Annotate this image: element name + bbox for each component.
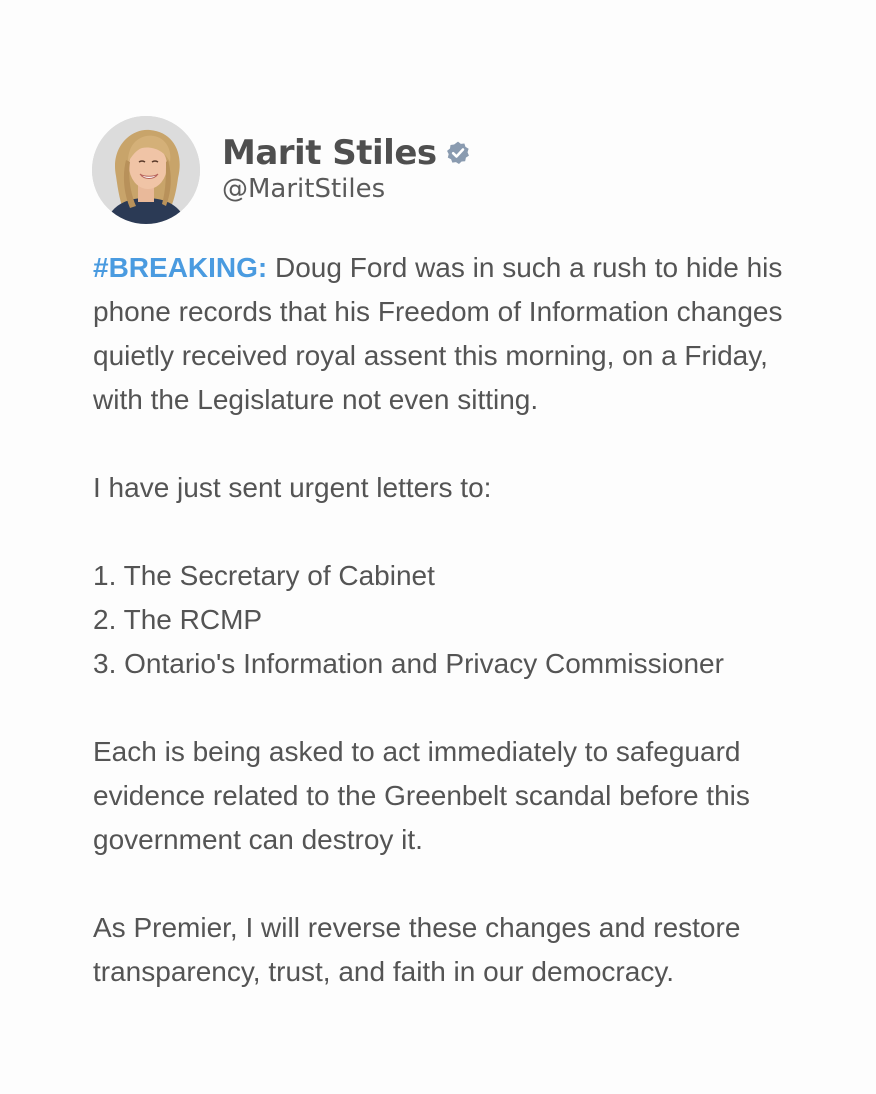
display-name[interactable]: Marit Stiles [222, 133, 437, 173]
avatar[interactable] [92, 116, 200, 224]
post-paragraph-3: Each is being asked to act immediately to safeguard evidence related to the Greenbelt scandal before this government can destroy it. [93, 736, 750, 855]
verified-badge-icon [445, 140, 471, 166]
hashtag-link[interactable]: #BREAKING: [93, 252, 268, 283]
post-body [93, 246, 813, 994]
list-item: 1. The Secretary of Cabinet [93, 560, 435, 591]
letters-list [93, 554, 813, 686]
list-item: 2. The RCMP [93, 604, 263, 635]
list-item: 3. Ontario's Information and Privacy Commissioner [93, 648, 724, 679]
post-paragraph-4: As Premier, I will reverse these changes and restore transparency, trust, and faith in our democracy. [93, 912, 741, 987]
profile-photo [92, 116, 200, 224]
post-paragraph-2: I have just sent urgent letters to: [93, 472, 492, 503]
post-paragraph-1 [93, 246, 813, 422]
paragraph-1-text: Doug Ford was in such a rush to hide his phone records that his Freedom of Information changes quietly received royal assent this morning, on a Friday, with the Legislature not even sitting. [93, 252, 783, 415]
user-handle[interactable]: @MaritStiles [222, 174, 386, 204]
name-row [222, 130, 471, 176]
